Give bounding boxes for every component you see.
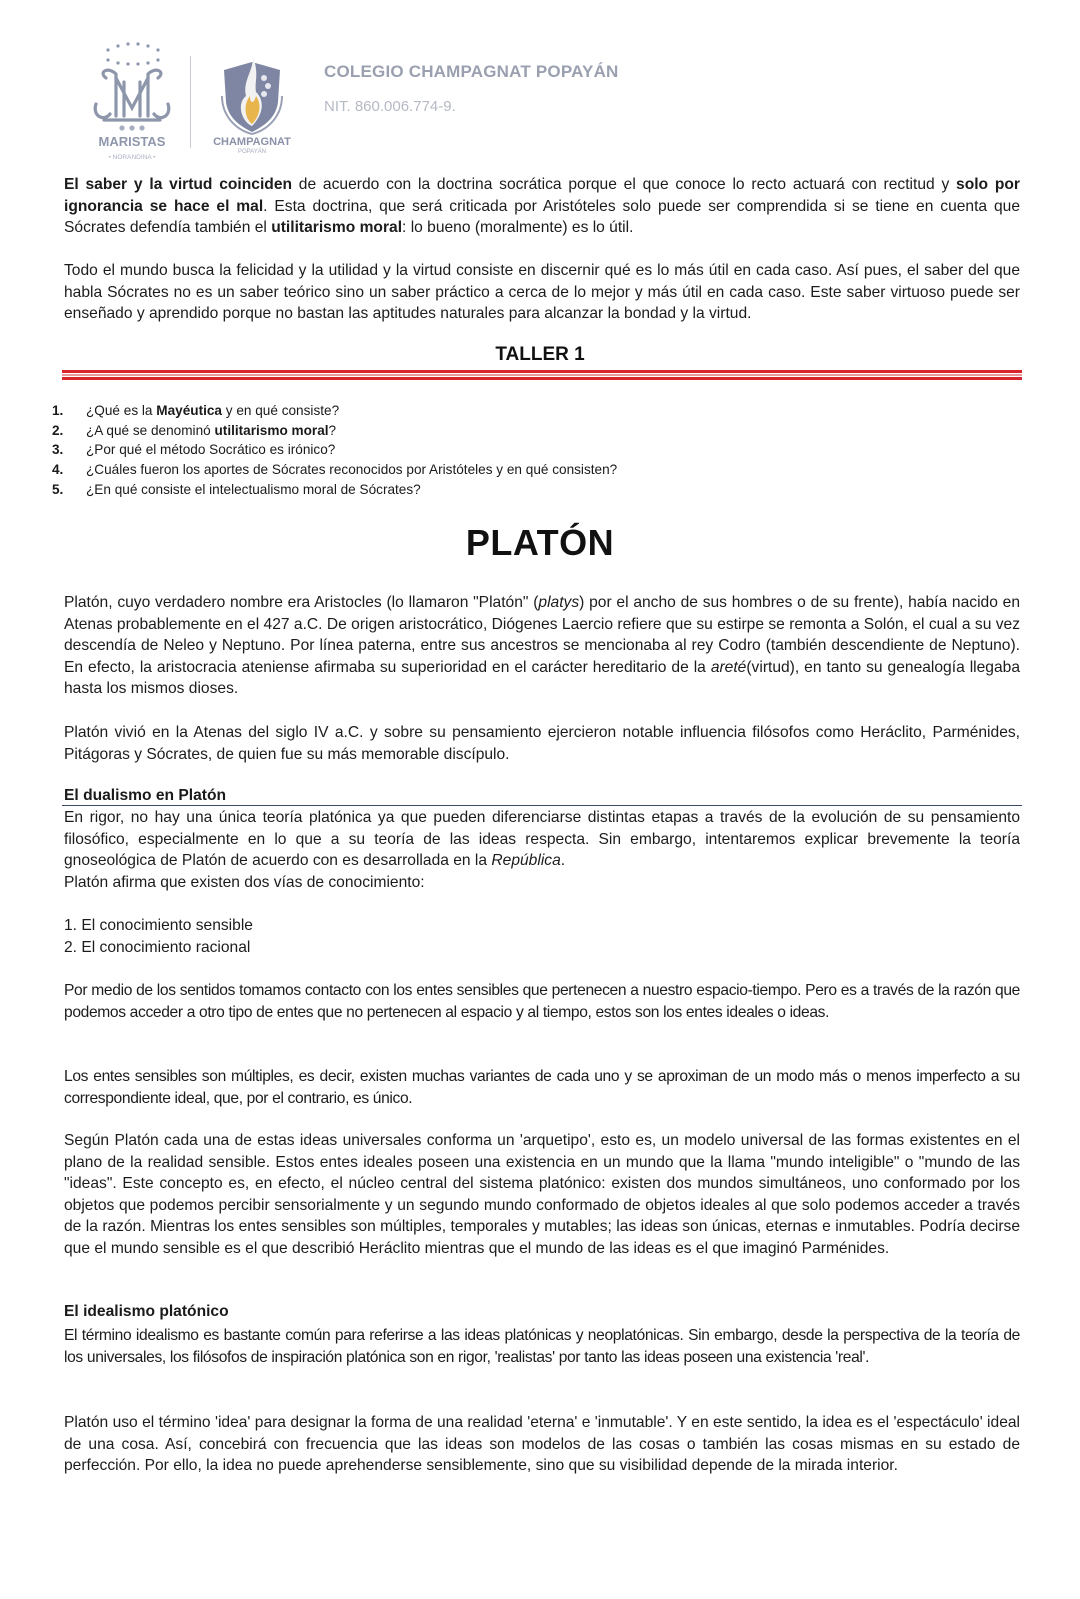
dualismo-paragraph-1 bbox=[64, 807, 1020, 872]
dualismo-heading: El dualismo en Platón bbox=[64, 787, 227, 804]
question-number: 3. bbox=[52, 442, 64, 458]
text-run: . bbox=[560, 852, 566, 870]
knowledge-list-item: 1. El conocimiento sensible bbox=[64, 917, 253, 934]
red-rule-middle bbox=[62, 374, 1022, 376]
italic-term: República bbox=[491, 852, 561, 870]
question-item bbox=[52, 480, 852, 500]
knowledge-list-item: 2. El conocimiento racional bbox=[64, 939, 251, 956]
question-text: ¿Cuáles fueron los aportes de Sócrates reconocidos por Aristóteles y en qué consisten? bbox=[86, 462, 618, 478]
idealismo-paragraph-2: Platón uso el término 'idea' para designar la forma de una realidad 'eterna' e 'inmutable'. Y en este sentido, la idea es el 'espectáculo' ideal de una cosa. Así, concebirá con frecuencia que las ideas son modelos de las cosas o también las cosas mismas en su estado de perfección. Por ello, la idea no puede aprehenderse sensiblemente, sino que su visibilidad depende de la mirada interior. bbox=[64, 1414, 1020, 1475]
taller-title: TALLER 1 bbox=[495, 344, 585, 365]
questions-list bbox=[52, 401, 852, 500]
dualismo-heading-rule bbox=[62, 805, 1022, 806]
question-number: 4. bbox=[52, 462, 64, 478]
question-item bbox=[52, 421, 852, 441]
dualismo-intro-line: Platón afirma que existen dos vías de conocimiento: bbox=[64, 874, 425, 891]
idealismo-heading: El idealismo platónico bbox=[64, 1303, 229, 1320]
question-item bbox=[52, 401, 852, 421]
text-run: de acuerdo con la doctrina socrática porque el que conoce lo recto actuará con rectitud y bbox=[292, 176, 957, 193]
champagnat-shield-icon bbox=[206, 46, 298, 154]
bold-phrase: utilitarismo moral bbox=[271, 219, 403, 237]
dualismo-paragraph-2: Por medio de los sentidos tomamos contacto con los entes sensibles que pertenecen a nuestro espacio-tiempo. Pero es a través de la razón que podemos acceder a otro tipo de entes que no pertenecen al espacio y al tiempo, estos son los entes ideales o ideas. bbox=[64, 982, 1020, 1021]
text-run: (virtud), en tanto su genealogía llegaba hasta los mismos dioses. bbox=[64, 658, 1020, 698]
text-run: . Esta doctrina, que será criticada por Aristóteles solo puede ser comprendida si se tiene en cuenta que Sócrates defendía también el bbox=[64, 197, 1020, 237]
svg-text:POPAYÁN: POPAYÁN bbox=[237, 149, 267, 154]
svg-text:CHAMPAGNAT: CHAMPAGNAT bbox=[213, 136, 291, 148]
bold-phrase: Mayéutica bbox=[156, 403, 222, 418]
school-name: COLEGIO CHAMPAGNAT POPAYÁN bbox=[324, 62, 619, 81]
text-run: ) por el ancho de sus hombres o de su frente), había nacido en Atenas probablemente en el 427 a.C. De origen aristocrático, Diógenes Laercio refiere que su estirpe se remonta a Solón, el cual a su vez descendía de Neleo y Neptuno. Por línea paterna, entre sus ancestros se mencionaba al rey Codro (también descendiente de Neptuno). En efecto, la aristocracia ateniense afirmaba su superioridad en el carácter hereditario de la bbox=[64, 594, 1020, 676]
red-rule-top bbox=[62, 370, 1022, 373]
bold-phrase: solo por ignorancia se hace el mal bbox=[64, 176, 1020, 215]
maristas-logo-icon bbox=[88, 38, 176, 163]
text-run: ? bbox=[328, 422, 337, 438]
italic-term: areté bbox=[710, 658, 747, 676]
school-nit: NIT. 860.006.774-9. bbox=[324, 98, 456, 115]
intro-paragraph-2: Todo el mundo busca la felicidad y la utilidad y la virtud consiste en discernir qué es lo más útil en cada caso. Así pues, el saber del que habla Sócrates no es un saber teórico sino un saber práctico a cerca de lo mejor y más útil en cada caso. Este saber virtuoso puede ser enseñado y aprendido porque no bastan las aptitudes naturales para alcanzar la bondad y la virtud. bbox=[64, 262, 1020, 323]
idealismo-paragraph-1: El término idealismo es bastante común para referirse a las ideas platónicas y neoplatónicas. Sin embargo, desde la perspectiva de la teoría de los universales, los filósofos de inspiración platónica son en rigor, 'realistas' por tanto las ideas poseen una existencia 'real'. bbox=[64, 1327, 1020, 1366]
svg-text:• NORANDINA •: • NORANDINA • bbox=[108, 154, 156, 161]
text-run: : lo bueno (moralmente) es lo útil. bbox=[402, 219, 634, 237]
red-rule-bottom bbox=[62, 377, 1022, 380]
question-text: ¿Por qué el método Socrático es irónico? bbox=[86, 442, 336, 458]
question-number: 1. bbox=[52, 403, 64, 418]
dualismo-paragraph-3: Los entes sensibles son múltiples, es decir, existen muchas variantes de cada uno y se aproximan de un modo más o menos imperfecto a su correspondiente ideal, que, por el contrario, es único. bbox=[64, 1068, 1020, 1107]
logo-divider bbox=[190, 56, 191, 148]
text-run: y en qué consiste? bbox=[222, 403, 340, 418]
italic-term: platys bbox=[538, 594, 580, 611]
svg-text:MARISTAS: MARISTAS bbox=[98, 134, 166, 149]
question-item bbox=[52, 440, 852, 460]
question-number: 5. bbox=[52, 481, 64, 497]
bold-phrase: El saber y la virtud coinciden bbox=[64, 176, 293, 193]
intro-paragraph-1 bbox=[64, 174, 1020, 239]
text-run: ¿A qué se denominó bbox=[86, 422, 215, 438]
platon-paragraph-1 bbox=[64, 592, 1020, 700]
question-text: ¿En qué consiste el intelectualismo moral de Sócrates? bbox=[86, 481, 421, 497]
platon-title: PLATÓN bbox=[465, 522, 615, 563]
question-number: 2. bbox=[52, 422, 64, 438]
text-run: ¿Qué es la bbox=[86, 403, 157, 418]
question-item bbox=[52, 460, 852, 480]
question-text bbox=[86, 421, 336, 441]
dualismo-paragraph-4: Según Platón cada una de estas ideas universales conforma un 'arquetipo', esto es, un modelo universal de las formas existentes en el plano de la realidad sensible. Estos entes ideales poseen una existencia en un mundo que la llama "mundo inteligible" o "mundo de las "ideas". Este concepto es, en efecto, el núcleo central del sistema platónico: existen dos mundos simultáneos, uno conformado por los objetos que podemos percibir sensorialmente y un segundo mundo conformado de objetos ideales al que solo podemos acceder a través de la razón. Mientras los entes sensibles son múltiples, temporales y mutables; las ideas son únicas, eternas e inmutables. Podría decirse que el mundo sensible es el que describió Heráclito mientras que el mundo de las ideas es el que imaginó Parménides. bbox=[64, 1132, 1020, 1257]
platon-paragraph-2: Platón vivió en la Atenas del siglo IV a.C. y sobre su pensamiento ejercieron notable influencia filósofos como Heráclito, Parménides, Pitágoras y Sócrates, de quien fue su más memorable discípulo. bbox=[64, 724, 1020, 763]
letterhead bbox=[88, 38, 688, 168]
bold-phrase: utilitarismo moral bbox=[214, 422, 329, 438]
text-run: Platón, cuyo verdadero nombre era Aristocles (lo llamaron "Platón" ( bbox=[64, 594, 539, 611]
text-run: En rigor, no hay una única teoría platónica ya que pueden diferenciarse distintas etapas a través de la evolución de su pensamiento filosófico, especialmente en lo que a su teoría de las ideas respecta. Sin embargo, intentaremos explicar brevemente la teoría gnoseológica de Platón de acuerdo con es desarrollada en la bbox=[64, 809, 1020, 870]
question-text bbox=[86, 401, 339, 421]
